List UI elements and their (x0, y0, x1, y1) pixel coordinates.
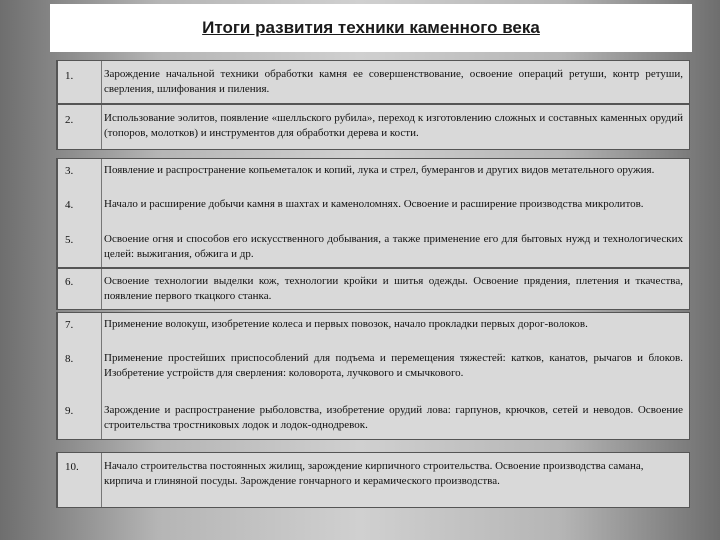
column-divider (101, 61, 102, 103)
row-text: Применение волокуш, изобретение колеса и первых повозок, начало прокладки первых дорог-волоков. (104, 318, 588, 330)
table-row (56, 452, 690, 508)
page-title: Итоги развития техники каменного века (202, 18, 540, 37)
row-text: Освоение технологии выделки кож, технологии кройки и шитья одежды. Освоение прядения, плетения и ткачества, появление первого ткацкого станка. (104, 275, 683, 302)
column-divider (101, 105, 102, 149)
table-row (56, 312, 690, 440)
column-divider (101, 453, 102, 507)
row-number: 10. (65, 461, 79, 473)
row-text: Зарождение и распространение рыболовства, изобретение орудий лова: гарпунов, крючков, сетей и неводов. Освоение строительства тростниковых лодок и лодок-однодревок. (104, 404, 683, 431)
row-number: 3. (65, 165, 74, 177)
table-row (56, 104, 690, 150)
row-text: Применение простейших приспособлений для подъема и перемещения тяжестей: катков, канатов, рычагов и блоков. Изобретение устройств для сверления: коловорота, лучкового и смычкового. (104, 352, 683, 379)
row-number: 1. (65, 70, 74, 82)
row-number: 4. (65, 199, 74, 211)
row-number: 8. (65, 353, 74, 365)
row-number: 9. (65, 405, 74, 417)
row-number: 5. (65, 234, 74, 246)
row-number: 2. (65, 114, 74, 126)
row-text: Появление и распространение копьеметалок и копий, лука и стрел, бумерангов и других видов метательного оружия. (104, 164, 655, 176)
column-divider (101, 269, 102, 309)
row-text: Освоение огня и способов его искусственного добывания, а также применение его для бытовых нужд и технологических целей: выжигания, обжига и др. (104, 233, 683, 260)
table-row (56, 158, 690, 268)
table-row (56, 60, 690, 104)
row-text: Зарождение начальной техники обработки камня ее совершенствование, освоение операций ретуши, контр ретуши, сверления, шлифования и пиления. (104, 68, 683, 95)
row-number: 6. (65, 276, 74, 288)
row-text: Начало строительства постоянных жилищ, зарождение кирпичного строительства. Освоение производства самана, кирпича и глиняной посуды. Зарождение гончарного и керамического производства. (104, 460, 644, 487)
row-number: 7. (65, 319, 74, 331)
row-text: Начало и расширение добычи камня в шахтах и каменоломнях. Освоение и расширение производства микролитов. (104, 198, 644, 210)
column-divider (101, 159, 102, 267)
column-divider (101, 313, 102, 439)
table-row (56, 268, 690, 310)
row-text: Использование эолитов, появление «шелльского рубила», переход к изготовлению сложных и составных каменных орудий (топоров, молотков) и инструментов для обработки дерева и кости. (104, 112, 683, 139)
title-box (50, 4, 692, 52)
